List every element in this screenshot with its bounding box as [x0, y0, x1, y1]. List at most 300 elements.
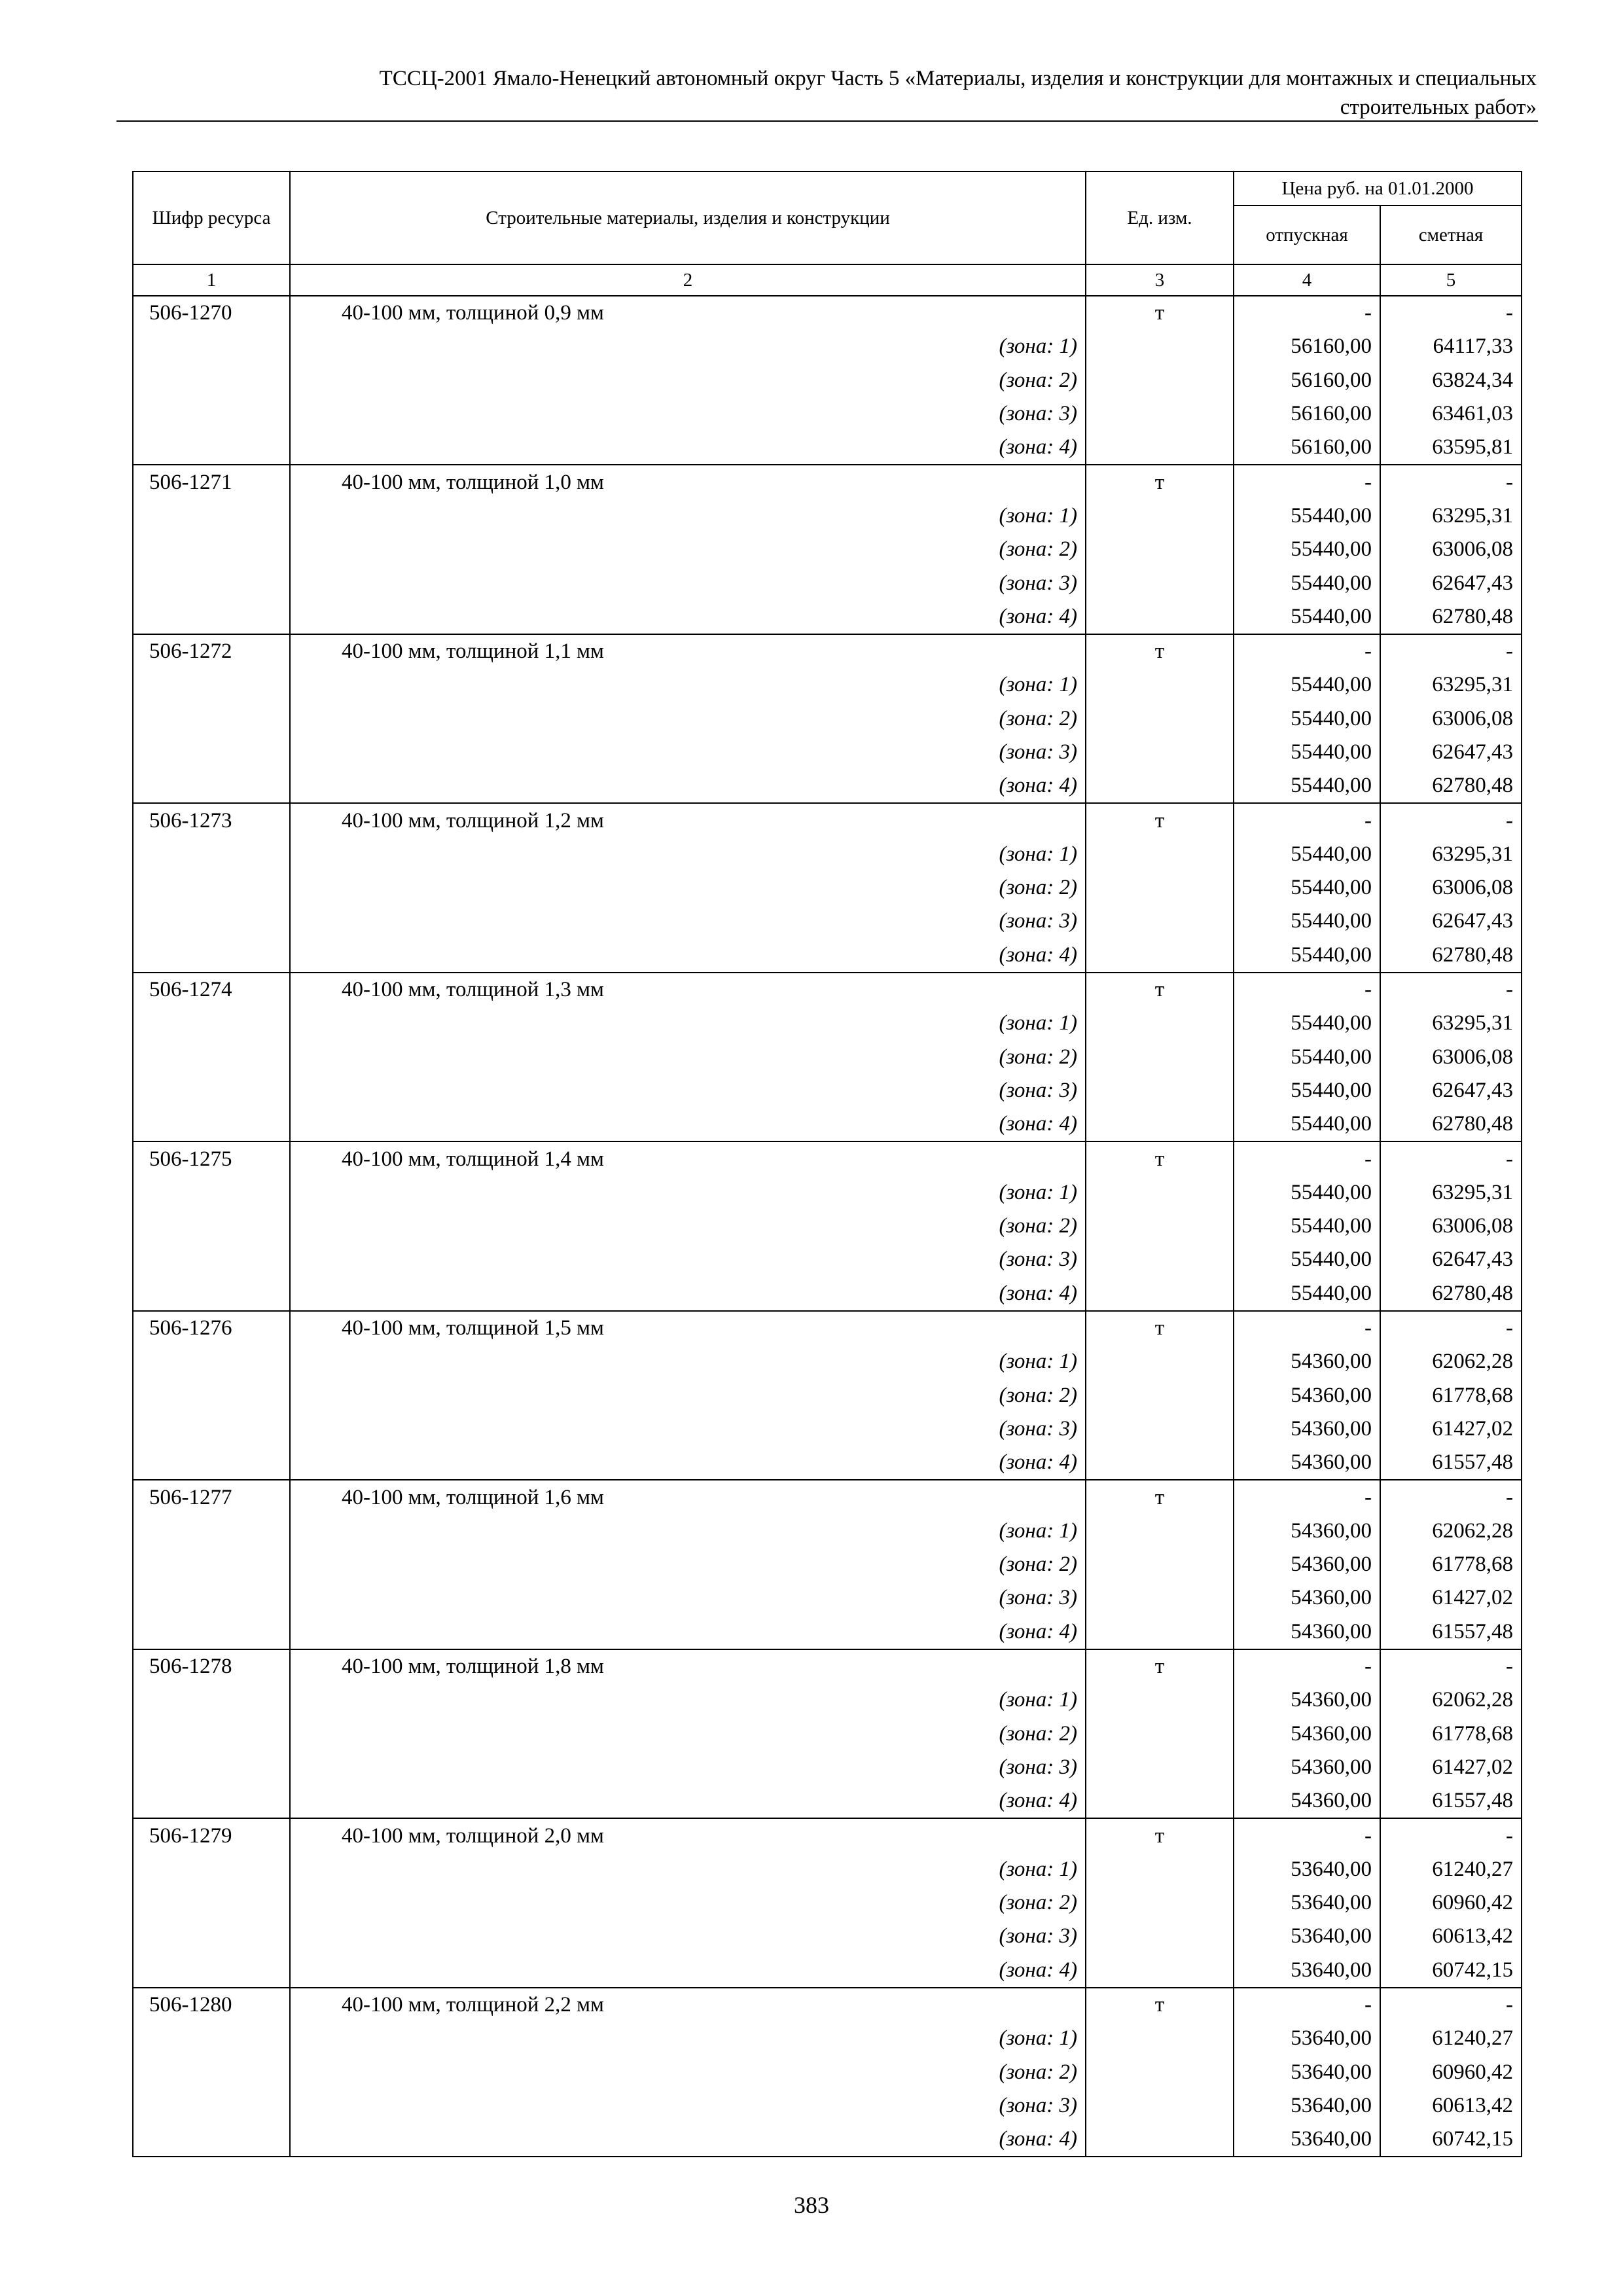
- zone-label: (зона: 4): [290, 2123, 1086, 2157]
- estimate-price: -: [1380, 803, 1522, 837]
- resource-unit: т: [1086, 1649, 1234, 1683]
- zone-release-price: 55440,00: [1234, 736, 1380, 769]
- zone-release-price: 54360,00: [1234, 1784, 1380, 1818]
- zone-release-price: 54360,00: [1234, 1751, 1380, 1784]
- table-row: [133, 1818, 1522, 1852]
- zone-release-price: 56160,00: [1234, 397, 1380, 431]
- estimate-price: -: [1380, 465, 1522, 499]
- zone-label: (зона: 3): [290, 566, 1086, 600]
- zone-estimate-price: 60613,42: [1380, 1920, 1522, 1953]
- resource-code: 506-1278: [133, 1649, 290, 1683]
- zone-row: [133, 533, 1522, 566]
- zone-code-cell: [133, 499, 290, 533]
- release-price: -: [1234, 296, 1380, 330]
- zone-estimate-price: 60742,15: [1380, 2123, 1522, 2157]
- zone-estimate-price: 61240,27: [1380, 1853, 1522, 1886]
- zone-label: (зона: 1): [290, 838, 1086, 871]
- zone-row: [133, 330, 1522, 363]
- zone-label: (зона: 2): [290, 871, 1086, 905]
- zone-estimate-price: 63824,34: [1380, 364, 1522, 397]
- zone-code-cell: [133, 1412, 290, 1446]
- zone-estimate-price: 63295,31: [1380, 668, 1522, 702]
- zone-code-cell: [133, 1717, 290, 1750]
- resource-unit: т: [1086, 1480, 1234, 1514]
- release-price: -: [1234, 973, 1380, 1007]
- zone-label: (зона: 1): [290, 1176, 1086, 1210]
- zone-unit-cell: [1086, 1107, 1234, 1141]
- zone-code-cell: [133, 1446, 290, 1480]
- zone-code-cell: [133, 736, 290, 769]
- zone-unit-cell: [1086, 1515, 1234, 1548]
- zone-estimate-price: 63006,08: [1380, 871, 1522, 905]
- release-price: -: [1234, 1141, 1380, 1175]
- zone-estimate-price: 62647,43: [1380, 905, 1522, 938]
- table-row: [133, 1988, 1522, 2022]
- zone-release-price: 55440,00: [1234, 1176, 1380, 1210]
- table-row: [133, 973, 1522, 1007]
- zone-row: [133, 769, 1522, 803]
- zone-row: [133, 600, 1522, 634]
- zone-unit-cell: [1086, 1751, 1234, 1784]
- zone-unit-cell: [1086, 566, 1234, 600]
- release-price: -: [1234, 1311, 1380, 1345]
- zone-row: [133, 566, 1522, 600]
- estimate-price: -: [1380, 1988, 1522, 2022]
- zone-estimate-price: 61427,02: [1380, 1751, 1522, 1784]
- zone-label: (зона: 2): [290, 1548, 1086, 1581]
- zone-unit-cell: [1086, 668, 1234, 702]
- zone-row: [133, 1784, 1522, 1818]
- zone-row: [133, 1345, 1522, 1378]
- column-number: 2: [290, 264, 1086, 296]
- zone-label: (зона: 1): [290, 330, 1086, 363]
- zone-label: (зона: 3): [290, 1581, 1086, 1615]
- zone-release-price: 53640,00: [1234, 2123, 1380, 2157]
- zone-row: [133, 1615, 1522, 1649]
- zone-label: (зона: 2): [290, 1379, 1086, 1412]
- zone-row: [133, 905, 1522, 938]
- zone-code-cell: [133, 871, 290, 905]
- resource-group: [133, 465, 1522, 634]
- zone-row: [133, 1243, 1522, 1276]
- zone-release-price: 55440,00: [1234, 499, 1380, 533]
- estimate-price: -: [1380, 296, 1522, 330]
- page-number: 383: [794, 2192, 829, 2218]
- zone-label: (зона: 2): [290, 2055, 1086, 2089]
- zone-unit-cell: [1086, 871, 1234, 905]
- zone-code-cell: [133, 1041, 290, 1074]
- resource-name: 40-100 мм, толщиной 1,6 мм: [290, 1480, 1086, 1514]
- zone-release-price: 53640,00: [1234, 1954, 1380, 1988]
- zone-code-cell: [133, 1176, 290, 1210]
- zone-release-price: 54360,00: [1234, 1548, 1380, 1581]
- resource-unit: т: [1086, 465, 1234, 499]
- table-row: [133, 1480, 1522, 1514]
- zone-label: (зона: 1): [290, 668, 1086, 702]
- zone-code-cell: [133, 431, 290, 465]
- zone-label: (зона: 3): [290, 736, 1086, 769]
- column-header-price: Цена руб. на 01.01.2000: [1234, 171, 1522, 206]
- zone-row: [133, 939, 1522, 973]
- zone-row: [133, 1041, 1522, 1074]
- zone-label: (зона: 4): [290, 769, 1086, 803]
- resource-group: [133, 296, 1522, 465]
- resource-group: [133, 1818, 1522, 1987]
- zone-code-cell: [133, 769, 290, 803]
- zone-code-cell: [133, 668, 290, 702]
- zone-label: (зона: 3): [290, 1751, 1086, 1784]
- zone-label: (зона: 2): [290, 1210, 1086, 1243]
- zone-release-price: 54360,00: [1234, 1683, 1380, 1717]
- zone-code-cell: [133, 939, 290, 973]
- header-divider: [116, 120, 1538, 122]
- zone-label: (зона: 3): [290, 397, 1086, 431]
- zone-row: [133, 736, 1522, 769]
- zone-code-cell: [133, 1007, 290, 1040]
- zone-estimate-price: 61778,68: [1380, 1717, 1522, 1750]
- zone-row: [133, 1412, 1522, 1446]
- zone-release-price: 55440,00: [1234, 668, 1380, 702]
- resource-code: 506-1279: [133, 1818, 290, 1852]
- estimate-price: -: [1380, 634, 1522, 668]
- zone-release-price: 53640,00: [1234, 1920, 1380, 1953]
- column-header-estimate: сметная: [1380, 206, 1522, 264]
- header-line-1: ТССЦ-2001 Ямало-Ненецкий автономный округ Часть 5 «Материалы, изделия и конструкции для монтажных и специальных: [379, 67, 1537, 90]
- zone-row: [133, 431, 1522, 465]
- resource-name: 40-100 мм, толщиной 1,3 мм: [290, 973, 1086, 1007]
- zone-estimate-price: 62780,48: [1380, 769, 1522, 803]
- zone-code-cell: [133, 838, 290, 871]
- zone-label: (зона: 3): [290, 2089, 1086, 2123]
- zone-estimate-price: 63595,81: [1380, 431, 1522, 465]
- zone-unit-cell: [1086, 1784, 1234, 1818]
- table-row: [133, 1649, 1522, 1683]
- zone-release-price: 54360,00: [1234, 1446, 1380, 1480]
- zone-estimate-price: 62780,48: [1380, 1277, 1522, 1311]
- zone-row: [133, 1210, 1522, 1243]
- estimate-price: -: [1380, 1480, 1522, 1514]
- release-price: -: [1234, 803, 1380, 837]
- zone-row: [133, 702, 1522, 736]
- zone-row: [133, 2055, 1522, 2089]
- zone-row: [133, 1176, 1522, 1210]
- resource-code: 506-1277: [133, 1480, 290, 1514]
- zone-unit-cell: [1086, 1548, 1234, 1581]
- zone-unit-cell: [1086, 702, 1234, 736]
- resource-unit: т: [1086, 296, 1234, 330]
- price-table: [132, 171, 1522, 2157]
- zone-unit-cell: [1086, 1277, 1234, 1311]
- zone-label: (зона: 1): [290, 1007, 1086, 1040]
- zone-release-price: 55440,00: [1234, 566, 1380, 600]
- column-header-unit: Ед. изм.: [1086, 171, 1234, 264]
- zone-code-cell: [133, 397, 290, 431]
- zone-label: (зона: 2): [290, 702, 1086, 736]
- zone-label: (зона: 4): [290, 939, 1086, 973]
- zone-row: [133, 1277, 1522, 1311]
- zone-estimate-price: 61557,48: [1380, 1615, 1522, 1649]
- zone-code-cell: [133, 1210, 290, 1243]
- zone-label: (зона: 2): [290, 1717, 1086, 1750]
- zone-release-price: 55440,00: [1234, 1243, 1380, 1276]
- zone-estimate-price: 61778,68: [1380, 1548, 1522, 1581]
- zone-row: [133, 1548, 1522, 1581]
- zone-unit-cell: [1086, 2089, 1234, 2123]
- zone-unit-cell: [1086, 1717, 1234, 1750]
- table-row: [133, 1311, 1522, 1345]
- zone-row: [133, 1107, 1522, 1141]
- zone-label: (зона: 3): [290, 1412, 1086, 1446]
- zone-release-price: 55440,00: [1234, 769, 1380, 803]
- zone-release-price: 56160,00: [1234, 431, 1380, 465]
- zone-estimate-price: 63461,03: [1380, 397, 1522, 431]
- zone-label: (зона: 4): [290, 1446, 1086, 1480]
- zone-estimate-price: 63295,31: [1380, 1007, 1522, 1040]
- zone-estimate-price: 61427,02: [1380, 1412, 1522, 1446]
- column-header-release: отпускная: [1234, 206, 1380, 264]
- zone-unit-cell: [1086, 499, 1234, 533]
- zone-release-price: 53640,00: [1234, 1853, 1380, 1886]
- zone-label: (зона: 4): [290, 1277, 1086, 1311]
- resource-group: [133, 1480, 1522, 1649]
- resource-group: [133, 1141, 1522, 1310]
- zone-code-cell: [133, 2022, 290, 2055]
- column-number-row: [133, 264, 1522, 296]
- resource-unit: т: [1086, 973, 1234, 1007]
- zone-row: [133, 2123, 1522, 2157]
- zone-label: (зона: 3): [290, 905, 1086, 938]
- zone-estimate-price: 62780,48: [1380, 939, 1522, 973]
- zone-unit-cell: [1086, 769, 1234, 803]
- resource-group: [133, 1988, 1522, 2157]
- zone-label: (зона: 3): [290, 1243, 1086, 1276]
- zone-code-cell: [133, 566, 290, 600]
- zone-row: [133, 1446, 1522, 1480]
- resource-name: 40-100 мм, толщиной 1,1 мм: [290, 634, 1086, 668]
- zone-estimate-price: 62062,28: [1380, 1683, 1522, 1717]
- header-line-2: строительных работ»: [1340, 96, 1537, 119]
- zone-unit-cell: [1086, 1412, 1234, 1446]
- zone-unit-cell: [1086, 1615, 1234, 1649]
- zone-estimate-price: 63006,08: [1380, 702, 1522, 736]
- column-header-code: Шифр ресурса: [133, 171, 290, 264]
- resource-unit: т: [1086, 1988, 1234, 2022]
- zone-row: [133, 838, 1522, 871]
- zone-row: [133, 1683, 1522, 1717]
- zone-unit-cell: [1086, 905, 1234, 938]
- zone-code-cell: [133, 1920, 290, 1953]
- column-number: 1: [133, 264, 290, 296]
- zone-code-cell: [133, 1784, 290, 1818]
- zone-estimate-price: 63006,08: [1380, 533, 1522, 566]
- zone-row: [133, 1379, 1522, 1412]
- resource-name: 40-100 мм, толщиной 1,0 мм: [290, 465, 1086, 499]
- resource-unit: т: [1086, 1311, 1234, 1345]
- resource-unit: т: [1086, 1818, 1234, 1852]
- zone-unit-cell: [1086, 1581, 1234, 1615]
- zone-code-cell: [133, 330, 290, 363]
- zone-row: [133, 1074, 1522, 1107]
- zone-release-price: 54360,00: [1234, 1515, 1380, 1548]
- zone-release-price: 54360,00: [1234, 1379, 1380, 1412]
- resource-unit: т: [1086, 803, 1234, 837]
- page-header: [118, 64, 1537, 122]
- zone-row: [133, 1751, 1522, 1784]
- estimate-price: -: [1380, 1141, 1522, 1175]
- zone-label: (зона: 1): [290, 1345, 1086, 1378]
- zone-estimate-price: 61557,48: [1380, 1784, 1522, 1818]
- zone-release-price: 55440,00: [1234, 838, 1380, 871]
- zone-code-cell: [133, 2123, 290, 2157]
- zone-label: (зона: 4): [290, 600, 1086, 634]
- release-price: -: [1234, 1988, 1380, 2022]
- zone-unit-cell: [1086, 600, 1234, 634]
- resource-group: [133, 1311, 1522, 1480]
- resource-unit: т: [1086, 634, 1234, 668]
- zone-release-price: 55440,00: [1234, 1074, 1380, 1107]
- zone-row: [133, 1717, 1522, 1750]
- zone-estimate-price: 62647,43: [1380, 736, 1522, 769]
- resource-name: 40-100 мм, толщиной 1,8 мм: [290, 1649, 1086, 1683]
- zone-code-cell: [133, 905, 290, 938]
- zone-unit-cell: [1086, 1243, 1234, 1276]
- zone-estimate-price: 63295,31: [1380, 1176, 1522, 1210]
- column-header-name: Строительные материалы, изделия и конструкции: [290, 171, 1086, 264]
- zone-code-cell: [133, 1243, 290, 1276]
- zone-unit-cell: [1086, 838, 1234, 871]
- estimate-price: -: [1380, 1649, 1522, 1683]
- zone-estimate-price: 60960,42: [1380, 1886, 1522, 1920]
- zone-release-price: 55440,00: [1234, 600, 1380, 634]
- zone-release-price: 54360,00: [1234, 1581, 1380, 1615]
- zone-unit-cell: [1086, 1853, 1234, 1886]
- zone-estimate-price: 62062,28: [1380, 1515, 1522, 1548]
- zone-label: (зона: 2): [290, 364, 1086, 397]
- resource-group: [133, 973, 1522, 1141]
- zone-code-cell: [133, 1107, 290, 1141]
- zone-unit-cell: [1086, 1074, 1234, 1107]
- zone-release-price: 54360,00: [1234, 1345, 1380, 1378]
- zone-code-cell: [133, 1345, 290, 1378]
- estimate-price: -: [1380, 1311, 1522, 1345]
- resource-code: 506-1271: [133, 465, 290, 499]
- zone-label: (зона: 4): [290, 1954, 1086, 1988]
- column-number: 4: [1234, 264, 1380, 296]
- resource-code: 506-1270: [133, 296, 290, 330]
- zone-label: (зона: 4): [290, 431, 1086, 465]
- zone-release-price: 55440,00: [1234, 1041, 1380, 1074]
- zone-release-price: 55440,00: [1234, 1277, 1380, 1311]
- resource-unit: т: [1086, 1141, 1234, 1175]
- zone-estimate-price: 61557,48: [1380, 1446, 1522, 1480]
- zone-estimate-price: 60960,42: [1380, 2055, 1522, 2089]
- column-number: 3: [1086, 264, 1234, 296]
- zone-release-price: 56160,00: [1234, 330, 1380, 363]
- zone-estimate-price: 62647,43: [1380, 566, 1522, 600]
- table-row: [133, 634, 1522, 668]
- zone-estimate-price: 64117,33: [1380, 330, 1522, 363]
- zone-code-cell: [133, 1853, 290, 1886]
- zone-code-cell: [133, 1581, 290, 1615]
- resource-code: 506-1274: [133, 973, 290, 1007]
- zone-label: (зона: 3): [290, 1920, 1086, 1953]
- zone-code-cell: [133, 2089, 290, 2123]
- zone-unit-cell: [1086, 431, 1234, 465]
- zone-estimate-price: 61778,68: [1380, 1379, 1522, 1412]
- zone-estimate-price: 62647,43: [1380, 1243, 1522, 1276]
- zone-label: (зона: 4): [290, 1107, 1086, 1141]
- zone-code-cell: [133, 364, 290, 397]
- zone-label: (зона: 1): [290, 1515, 1086, 1548]
- release-price: -: [1234, 1818, 1380, 1852]
- zone-code-cell: [133, 1548, 290, 1581]
- resource-code: 506-1275: [133, 1141, 290, 1175]
- zone-estimate-price: 61240,27: [1380, 2022, 1522, 2055]
- zone-row: [133, 1886, 1522, 1920]
- table-row: [133, 296, 1522, 330]
- table-row: [133, 465, 1522, 499]
- zone-unit-cell: [1086, 1379, 1234, 1412]
- zone-estimate-price: 62780,48: [1380, 600, 1522, 634]
- resource-group: [133, 1649, 1522, 1818]
- zone-release-price: 55440,00: [1234, 871, 1380, 905]
- zone-release-price: 53640,00: [1234, 1886, 1380, 1920]
- zone-label: (зона: 1): [290, 1683, 1086, 1717]
- release-price: -: [1234, 1480, 1380, 1514]
- zone-row: [133, 1954, 1522, 1988]
- zone-unit-cell: [1086, 2123, 1234, 2157]
- zone-unit-cell: [1086, 533, 1234, 566]
- resource-group: [133, 803, 1522, 972]
- zone-label: (зона: 1): [290, 1853, 1086, 1886]
- zone-row: [133, 1007, 1522, 1040]
- zone-release-price: 55440,00: [1234, 533, 1380, 566]
- zone-release-price: 53640,00: [1234, 2022, 1380, 2055]
- zone-estimate-price: 62780,48: [1380, 1107, 1522, 1141]
- zone-unit-cell: [1086, 1886, 1234, 1920]
- zone-unit-cell: [1086, 1683, 1234, 1717]
- zone-code-cell: [133, 1074, 290, 1107]
- zone-row: [133, 1581, 1522, 1615]
- zone-unit-cell: [1086, 1176, 1234, 1210]
- zone-estimate-price: 63295,31: [1380, 499, 1522, 533]
- resource-group: [133, 634, 1522, 803]
- zone-release-price: 56160,00: [1234, 364, 1380, 397]
- zone-row: [133, 1515, 1522, 1548]
- zone-code-cell: [133, 2055, 290, 2089]
- resource-name: 40-100 мм, толщиной 1,2 мм: [290, 803, 1086, 837]
- zone-code-cell: [133, 1379, 290, 1412]
- zone-estimate-price: 60613,42: [1380, 2089, 1522, 2123]
- zone-row: [133, 1853, 1522, 1886]
- zone-estimate-price: 63006,08: [1380, 1210, 1522, 1243]
- zone-estimate-price: 62062,28: [1380, 1345, 1522, 1378]
- release-price: -: [1234, 1649, 1380, 1683]
- zone-release-price: 55440,00: [1234, 1007, 1380, 1040]
- table-row: [133, 803, 1522, 837]
- resource-code: 506-1273: [133, 803, 290, 837]
- zone-release-price: 55440,00: [1234, 939, 1380, 973]
- zone-label: (зона: 2): [290, 1041, 1086, 1074]
- zone-release-price: 55440,00: [1234, 1210, 1380, 1243]
- resource-code: 506-1276: [133, 1311, 290, 1345]
- zone-unit-cell: [1086, 2022, 1234, 2055]
- zone-code-cell: [133, 1683, 290, 1717]
- estimate-price: -: [1380, 1818, 1522, 1852]
- zone-release-price: 54360,00: [1234, 1615, 1380, 1649]
- zone-unit-cell: [1086, 330, 1234, 363]
- estimate-price: -: [1380, 973, 1522, 1007]
